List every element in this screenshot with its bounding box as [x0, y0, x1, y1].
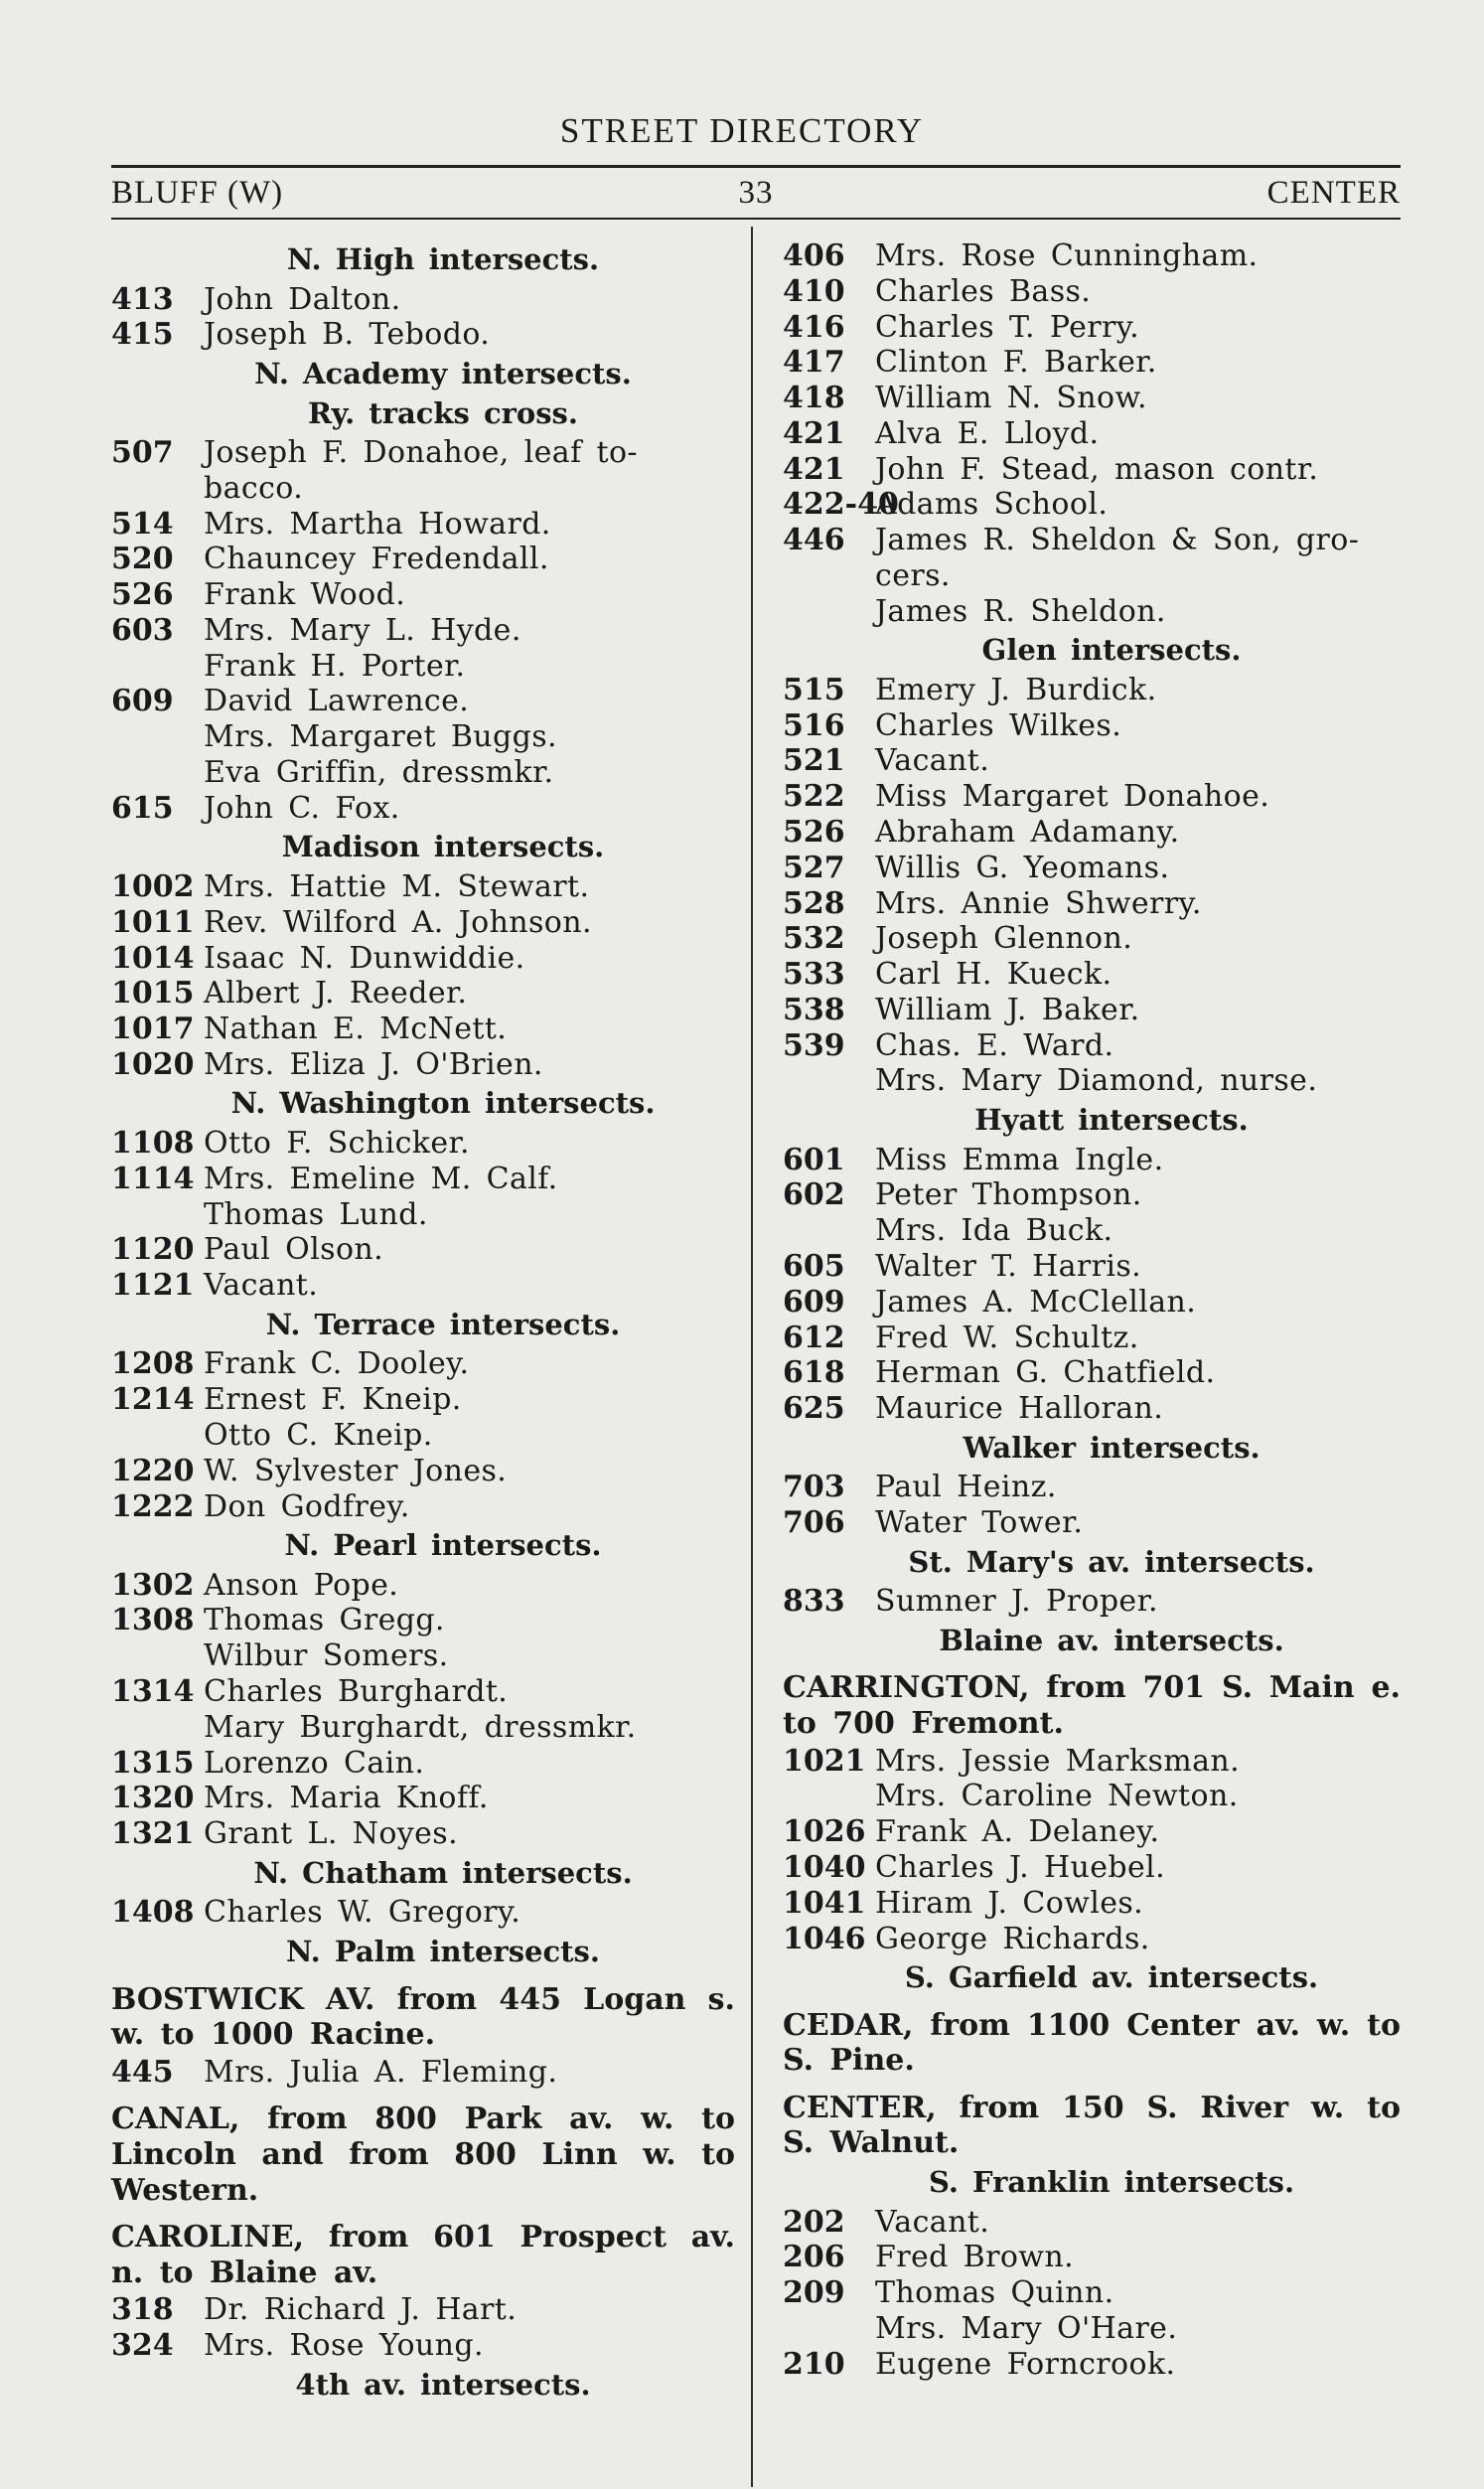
directory-entry [783, 1744, 1401, 1780]
intersection-heading: Glen intersects. [981, 633, 1242, 668]
intersection-heading: N. Chatham intersects. [253, 1855, 633, 1890]
directory-entry [783, 1143, 1401, 1178]
house-number: 1214 [111, 1382, 195, 1418]
intersection-heading: Hyatt intersects. [974, 1103, 1249, 1137]
resident-name: Mrs. Margaret Buggs. [204, 719, 557, 755]
house-number: 539 [783, 1027, 845, 1063]
intersection-heading: Ry. tracks cross. [308, 395, 578, 430]
directory-entry [111, 2292, 735, 2328]
directory-entry [111, 1489, 735, 1525]
resident-name: Miss Margaret Donahoe. [875, 779, 1270, 815]
resident-name: Charles J. Huebel. [875, 1849, 1166, 1885]
directory-entry [111, 649, 735, 685]
directory-entry [783, 1391, 1401, 1427]
resident-name: George Richards. [875, 1921, 1150, 1956]
directory-entry [783, 1285, 1401, 1321]
house-number: 618 [783, 1355, 845, 1391]
house-number: 417 [783, 345, 845, 381]
directory-entry [111, 905, 735, 941]
directory-entry [783, 1886, 1401, 1922]
resident-name: Anson Pope. [204, 1567, 399, 1603]
intersection-heading: N. Washington intersects. [230, 1086, 656, 1121]
resident-name: Mrs. Eliza J. O'Brien. [204, 1046, 543, 1082]
house-number: 1026 [783, 1814, 866, 1850]
house-number: 609 [783, 1284, 845, 1320]
directory-entry [111, 435, 735, 506]
intersection-heading: N. Palm intersects. [286, 1934, 600, 1968]
resident-name: John F. Stead, mason contr. [875, 451, 1319, 487]
header-rule-bottom [111, 218, 1401, 220]
street-heading: CENTER, from 150 S. River w. to S. Walnut. [783, 2090, 1401, 2161]
house-number: 1220 [111, 1453, 195, 1488]
resident-name: Mrs. Jessie Marksman. [875, 1743, 1241, 1779]
directory-entry [111, 507, 735, 543]
resident-name: Clinton F. Barker. [875, 345, 1157, 381]
house-number: 603 [111, 612, 174, 648]
directory-entry [111, 613, 735, 649]
house-number: 1308 [111, 1603, 195, 1638]
house-number: 1321 [111, 1816, 195, 1852]
resident-name: W. Sylvester Jones. [204, 1453, 508, 1488]
house-number: 410 [783, 273, 845, 309]
directory-entry [111, 719, 735, 755]
directory-entry [783, 1213, 1401, 1249]
directory-entry [111, 1162, 735, 1197]
directory-entry [783, 416, 1401, 452]
directory-entry [111, 684, 735, 719]
directory-entry [111, 317, 735, 353]
resident-name: Peter Thompson. [875, 1177, 1142, 1213]
resident-name: Hiram J. Cowles. [875, 1885, 1144, 1921]
directory-entry [783, 2347, 1401, 2383]
directory-entry [783, 2311, 1401, 2347]
directory-entry [783, 673, 1401, 708]
directory-entry [783, 743, 1401, 779]
resident-name: Maurice Halloran. [875, 1391, 1164, 1427]
directory-entry [783, 523, 1401, 593]
directory-entry [111, 577, 735, 613]
intersection-heading: N. Terrace intersects. [265, 1307, 621, 1341]
house-number: 1020 [111, 1046, 195, 1082]
resident-name: Abraham Adamany. [875, 814, 1180, 850]
house-number: 1114 [111, 1161, 195, 1196]
resident-name: Thomas Lund. [204, 1196, 428, 1232]
resident-name: Frank C. Dooley. [204, 1346, 470, 1382]
house-number: 528 [783, 885, 845, 921]
house-number: 421 [783, 451, 845, 487]
intersection-heading: Madison intersects. [281, 830, 605, 864]
directory-entry [783, 1505, 1401, 1541]
house-number: 522 [783, 779, 845, 815]
directory-entry [783, 487, 1401, 523]
house-number: 833 [783, 1584, 845, 1620]
house-number: 1041 [783, 1885, 866, 1921]
resident-name: David Lawrence. [204, 684, 470, 719]
resident-name: Carl H. Kueck. [875, 957, 1113, 993]
resident-name: Nathan E. McNett. [204, 1011, 508, 1047]
directory-entry [783, 1779, 1401, 1814]
intersection-heading: Blaine av. intersects. [939, 1623, 1284, 1657]
resident-name: Thomas Quinn. [875, 2275, 1114, 2311]
street-heading: CAROLINE, from 601 Prospect av. n. to Blaine av. [111, 2220, 735, 2290]
resident-name: James A. McClellan. [875, 1284, 1197, 1320]
house-number: 602 [783, 1177, 845, 1213]
directory-entry [783, 1584, 1401, 1620]
resident-name: Willis G. Yeomans. [875, 850, 1170, 885]
house-number: 406 [783, 238, 845, 273]
house-number: 1014 [111, 940, 195, 976]
directory-entry [783, 1470, 1401, 1505]
house-number: 418 [783, 381, 845, 416]
resident-name: Fred W. Schultz. [875, 1320, 1139, 1355]
directory-entry [783, 452, 1401, 488]
house-number: 526 [783, 814, 845, 850]
directory-entry [783, 708, 1401, 744]
resident-name: Mrs. Julia A. Fleming. [204, 2054, 558, 2090]
house-number: 1108 [111, 1126, 195, 1162]
directory-entry [783, 310, 1401, 346]
running-header [111, 175, 1401, 215]
resident-name: Charles Wilkes. [875, 707, 1122, 743]
directory-entry [783, 779, 1401, 815]
resident-name: Mrs. Hattie M. Stewart. [204, 868, 590, 904]
resident-name: Otto F. Schicker. [204, 1126, 470, 1162]
house-number: 514 [111, 506, 174, 542]
resident-name: John C. Fox. [204, 790, 400, 826]
house-number: 1120 [111, 1232, 195, 1268]
directory-entry [783, 2275, 1401, 2311]
directory-entry [783, 274, 1401, 310]
resident-name: Joseph Glennon. [875, 921, 1133, 957]
header-left-street: BLUFF (W) [111, 175, 284, 211]
resident-name: Charles W. Gregory. [204, 1895, 521, 1931]
directory-entry [783, 238, 1401, 274]
street-heading: BOSTWICK AV. from 445 Logan s. w. to 1000 Racine. [111, 1981, 735, 2053]
intersection-heading: S. Garfield av. intersects. [904, 1960, 1319, 1995]
house-number: 1021 [783, 1743, 866, 1779]
house-number: 421 [783, 415, 845, 451]
resident-name: Mrs. Mary Diamond, nurse. [875, 1063, 1318, 1099]
house-number: 1040 [783, 1849, 866, 1885]
house-number: 526 [111, 577, 174, 613]
resident-name: Adams School. [875, 487, 1109, 523]
directory-entry [783, 1922, 1401, 1957]
resident-name: Mrs. Rose Cunningham. [875, 238, 1259, 273]
resident-name: Joseph B. Tebodo. [204, 317, 491, 353]
directory-entry [111, 1126, 735, 1162]
directory-entry [783, 1028, 1401, 1064]
directory-entry [111, 1346, 735, 1382]
resident-name: Fred Brown. [875, 2240, 1075, 2275]
house-number: 416 [783, 309, 845, 345]
resident-name: Chauncey Fredendall. [204, 542, 549, 577]
directory-entry [783, 2205, 1401, 2241]
directory-entry [783, 1249, 1401, 1285]
resident-name: Alva E. Lloyd. [875, 415, 1100, 451]
house-number: 532 [783, 921, 845, 957]
column-divider [751, 227, 753, 2487]
directory-entry [783, 1355, 1401, 1391]
house-number: 415 [111, 317, 174, 353]
house-number: 515 [783, 672, 845, 707]
house-number: 1314 [111, 1674, 195, 1710]
house-number: 625 [783, 1391, 845, 1427]
house-number: 324 [111, 2328, 174, 2364]
resident-name: Frank Wood. [204, 577, 406, 613]
house-number: 413 [111, 281, 174, 317]
house-number: 422-40 [783, 487, 899, 523]
house-number: 533 [783, 957, 845, 993]
resident-name: William J. Baker. [875, 992, 1140, 1027]
house-number: 601 [783, 1142, 845, 1177]
house-number: 1315 [111, 1745, 195, 1781]
resident-name: Dr. Richard J. Hart. [204, 2292, 518, 2328]
resident-name: Miss Emma Ingle. [875, 1142, 1164, 1177]
resident-name: Mrs. Emeline M. Calf. [204, 1161, 558, 1196]
directory-entry [111, 1454, 735, 1489]
house-number: 1320 [111, 1781, 195, 1816]
resident-name: Mrs. Maria Knoff. [204, 1781, 489, 1816]
directory-entry [111, 1382, 735, 1418]
directory-entry [783, 815, 1401, 851]
directory-entry [111, 1816, 735, 1852]
resident-name: Thomas Gregg. [204, 1603, 445, 1638]
directory-entry [111, 2055, 735, 2091]
resident-name: Ernest F. Kneip. [204, 1382, 462, 1418]
directory-entry [111, 755, 735, 791]
house-number: 1408 [111, 1895, 195, 1931]
directory-entry [111, 1895, 735, 1931]
resident-name: Rev. Wilford A. Johnson. [204, 904, 592, 940]
intersection-heading: Walker intersects. [963, 1430, 1261, 1465]
resident-name: Water Tower. [875, 1505, 1084, 1541]
directory-entry [111, 1011, 735, 1047]
house-number: 527 [783, 850, 845, 885]
street-heading: CARRINGTON, from 701 S. Main e. to 700 Fremont. [783, 1670, 1401, 1741]
house-number: 318 [111, 2292, 174, 2328]
resident-name: Charles T. Perry. [875, 309, 1140, 345]
directory-entry [111, 1638, 735, 1674]
house-number: 609 [111, 684, 174, 719]
street-heading: CANAL, from 800 Park av. w. to Lincoln and from 800 Linn w. to Western. [111, 2101, 735, 2208]
resident-name: Vacant. [875, 743, 990, 779]
house-number: 209 [783, 2275, 845, 2311]
directory-entry [111, 1710, 735, 1746]
directory-entry [111, 1603, 735, 1638]
header-rule-top [111, 165, 1401, 168]
directory-entry [783, 993, 1401, 1028]
house-number: 516 [783, 707, 845, 743]
house-number: 615 [111, 790, 174, 826]
directory-entry [111, 1268, 735, 1304]
directory-entry [111, 791, 735, 827]
intersection-heading: St. Mary's av. intersects. [908, 1544, 1315, 1579]
resident-name: Mrs. Rose Young. [204, 2328, 484, 2364]
resident-name: Mrs. Mary L. Hyde. [204, 612, 521, 648]
house-number: 1121 [111, 1268, 195, 1304]
resident-name: James R. Sheldon. [875, 593, 1166, 629]
right-column [783, 238, 1401, 2383]
directory-entry [111, 869, 735, 905]
resident-name: Mrs. Caroline Newton. [875, 1779, 1239, 1814]
directory-entry [111, 1781, 735, 1816]
house-number: 446 [783, 523, 845, 558]
house-number: 445 [111, 2054, 174, 2090]
directory-entry [111, 1197, 735, 1233]
resident-name: Wilbur Somers. [204, 1638, 449, 1674]
resident-name: Herman G. Chatfield. [875, 1355, 1216, 1391]
house-number: 1011 [111, 904, 195, 940]
directory-entry [783, 957, 1401, 993]
house-number: 202 [783, 2204, 845, 2240]
resident-name: Emery J. Burdick. [875, 672, 1157, 707]
directory-entry [783, 1063, 1401, 1099]
resident-name: Mrs. Martha Howard. [204, 506, 551, 542]
resident-name: Frank A. Delaney. [875, 1814, 1160, 1850]
house-number: 507 [111, 435, 174, 471]
directory-entry [783, 851, 1401, 886]
directory-entry [111, 1232, 735, 1268]
intersection-heading: N. Pearl intersects. [284, 1528, 602, 1563]
resident-name: Isaac N. Dunwiddie. [204, 940, 525, 976]
resident-name: Lorenzo Cain. [204, 1745, 425, 1781]
house-number: 1208 [111, 1346, 195, 1382]
directory-entry [111, 976, 735, 1011]
house-number: 210 [783, 2346, 845, 2382]
resident-name: John Dalton. [204, 281, 401, 317]
resident-name: Mrs. Mary O'Hare. [875, 2311, 1178, 2346]
resident-name: Chas. E. Ward. [875, 1027, 1114, 1063]
header-right-street: CENTER [1266, 175, 1401, 211]
house-number: 520 [111, 542, 174, 577]
resident-name: Don Godfrey. [204, 1488, 410, 1524]
resident-name: Joseph F. Donahoe, leaf to-bacco. [204, 435, 638, 506]
intersection-heading: N. High intersects. [286, 242, 600, 276]
street-heading: CEDAR, from 1100 Center av. w. to S. Pine. [783, 2007, 1401, 2079]
directory-entry [111, 282, 735, 318]
resident-name: Charles Burghardt. [204, 1674, 509, 1710]
directory-entry [783, 381, 1401, 416]
directory-entry [111, 1674, 735, 1710]
directory-entry [111, 1568, 735, 1604]
resident-name: Otto C. Kneip. [204, 1417, 433, 1453]
directory-entry [111, 2328, 735, 2364]
house-number: 1015 [111, 976, 195, 1011]
house-number: 538 [783, 992, 845, 1027]
resident-name: Mrs. Ida Buck. [875, 1213, 1113, 1249]
house-number: 605 [783, 1248, 845, 1284]
directory-entry [111, 1746, 735, 1782]
resident-name: Vacant. [875, 2204, 990, 2240]
directory-entry [783, 1321, 1401, 1356]
directory-entry [783, 1850, 1401, 1886]
directory-entry [111, 1047, 735, 1083]
left-column [111, 238, 735, 2407]
resident-name: Sumner J. Proper. [875, 1584, 1158, 1620]
house-number: 706 [783, 1505, 845, 1541]
resident-name: Grant L. Noyes. [204, 1816, 459, 1852]
directory-entry [783, 594, 1401, 630]
resident-name: Eva Griffin, dressmkr. [204, 755, 554, 790]
resident-name: William N. Snow. [875, 381, 1147, 416]
house-number: 206 [783, 2240, 845, 2275]
resident-name: Charles Bass. [875, 273, 1092, 309]
house-number: 1017 [111, 1011, 195, 1047]
house-number: 612 [783, 1320, 845, 1355]
intersection-heading: N. Academy intersects. [254, 356, 632, 390]
page-number: 33 [738, 175, 774, 211]
house-number: 1046 [783, 1921, 866, 1956]
directory-entry [783, 921, 1401, 957]
house-number: 703 [783, 1470, 845, 1505]
intersection-heading: S. Franklin intersects. [928, 2165, 1295, 2200]
directory-entry [783, 886, 1401, 922]
resident-name: Vacant. [204, 1268, 319, 1304]
directory-entry [783, 1177, 1401, 1213]
directory-entry [783, 1814, 1401, 1850]
directory-entry [783, 345, 1401, 381]
resident-name: Paul Heinz. [875, 1470, 1057, 1505]
house-number: 1222 [111, 1488, 195, 1524]
resident-name: Frank H. Porter. [204, 648, 466, 684]
resident-name: Mary Burghardt, dressmkr. [204, 1709, 637, 1745]
resident-name: Paul Olson. [204, 1232, 384, 1268]
resident-name: James R. Sheldon & Son, gro-cers. [875, 523, 1360, 593]
resident-name: Eugene Forncrook. [875, 2346, 1176, 2382]
directory-entry [783, 2240, 1401, 2275]
house-number: 1002 [111, 868, 195, 904]
resident-name: Albert J. Reeder. [204, 976, 468, 1011]
directory-entry [111, 542, 735, 577]
directory-entry [111, 941, 735, 977]
house-number: 1302 [111, 1567, 195, 1603]
page-title: STREET DIRECTORY [559, 111, 925, 150]
resident-name: Mrs. Annie Shwerry. [875, 885, 1202, 921]
directory-entry [111, 1418, 735, 1454]
resident-name: Walter T. Harris. [875, 1248, 1142, 1284]
house-number: 521 [783, 743, 845, 779]
intersection-heading: 4th av. intersects. [295, 2367, 591, 2402]
